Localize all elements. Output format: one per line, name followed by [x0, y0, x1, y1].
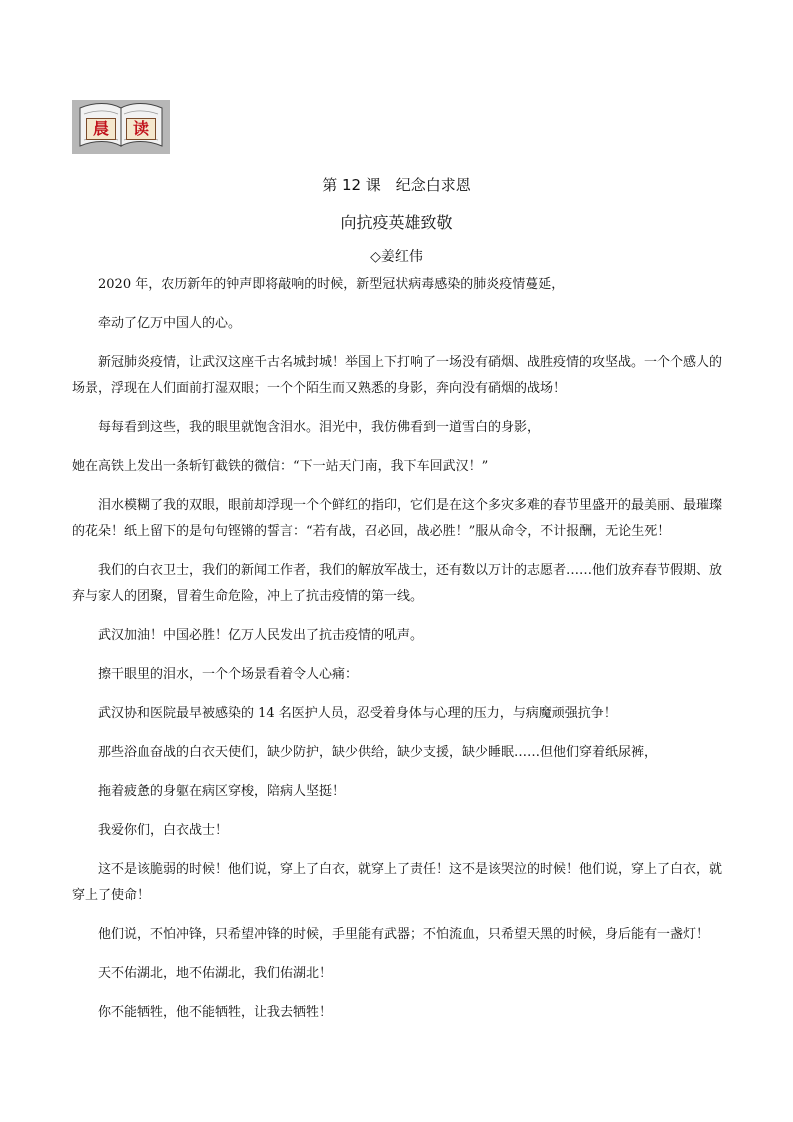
- paragraph: 擦干眼里的泪水，一个个场景看着令人心痛：: [98, 667, 359, 682]
- paragraph: 泪水模糊了我的双眼，眼前却浮现一个个鲜红的指印，它们是在这个多灾多难的春节里盛开的最美丽、最璀璨的花朵！纸上留下的是句句铿锵的誓言：“若有战，召必回，战必胜！”服从命令，不计报酬，无论生死！: [72, 498, 723, 539]
- paragraph: 我们的白衣卫士，我们的新闻工作者，我们的解放军战士，还有数以万计的志愿者……他们放弃春节假期、放弃与家人的团聚，冒着生命危险，冲上了抗击疫情的第一线。: [72, 563, 723, 604]
- article-title: 向抗疫英雄致敬: [340, 213, 453, 232]
- paragraph: 新冠肺炎疫情，让武汉这座千古名城封城！举国上下打响了一场没有硝烟、战胜疫情的攻坚战。一个个感人的场景，浮现在人们面前打湿双眼；一个个陌生而又熟悉的身影，奔向没有硝烟的战场！: [72, 355, 723, 396]
- paragraph: 每每看到这些，我的眼里就饱含泪水。泪光中，我仿佛看到一道雪白的身影，: [98, 420, 541, 435]
- logo-char-chen: 晨: [86, 118, 116, 140]
- paragraph: 她在高铁上发出一条斩钉截铁的微信：“下一站天门南，我下车回武汉！”: [72, 459, 489, 474]
- paragraph: 2020 年，农历新年的钟声即将敲响的时候，新型冠状病毒感染的肺炎疫情蔓延，: [98, 277, 565, 292]
- paragraph: 你不能牺牲，他不能牺牲，让我去牺牲！: [98, 1005, 333, 1020]
- lesson-title: 第 12 课 纪念白求恩: [322, 176, 471, 194]
- chendu-logo: [72, 100, 170, 154]
- paragraph: 武汉加油！中国必胜！亿万人民发出了抗击疫情的吼声。: [98, 628, 424, 643]
- paragraph: 天不佑湖北，地不佑湖北，我们佑湖北！: [98, 966, 333, 981]
- paragraph: 我爱你们，白衣战士！: [98, 823, 229, 838]
- paragraph: 牵动了亿万中国人的心。: [98, 316, 242, 331]
- paragraph: 拖着疲惫的身躯在病区穿梭，陪病人坚挺！: [98, 784, 346, 799]
- logo-char-du: 读: [126, 118, 156, 140]
- author-line: ◇姜红伟: [370, 249, 423, 265]
- paragraph: 那些浴血奋战的白衣天使们，缺少防护，缺少供给，缺少支援，缺少睡眠……但他们穿着纸尿裤，: [98, 745, 658, 760]
- paragraph: 武汉协和医院最早被感染的 14 名医护人员，忍受着身体与心理的压力，与病魔顽强抗争！: [98, 706, 617, 721]
- paragraph: 他们说，不怕冲锋，只希望冲锋的时候，手里能有武器；不怕流血，只希望天黑的时候，身后能有一盏灯！: [98, 927, 710, 942]
- paragraph: 这不是该脆弱的时候！他们说，穿上了白衣，就穿上了责任！这不是该哭泣的时候！他们说，穿上了白衣，就穿上了使命！: [72, 862, 723, 903]
- article-body: [72, 272, 722, 1026]
